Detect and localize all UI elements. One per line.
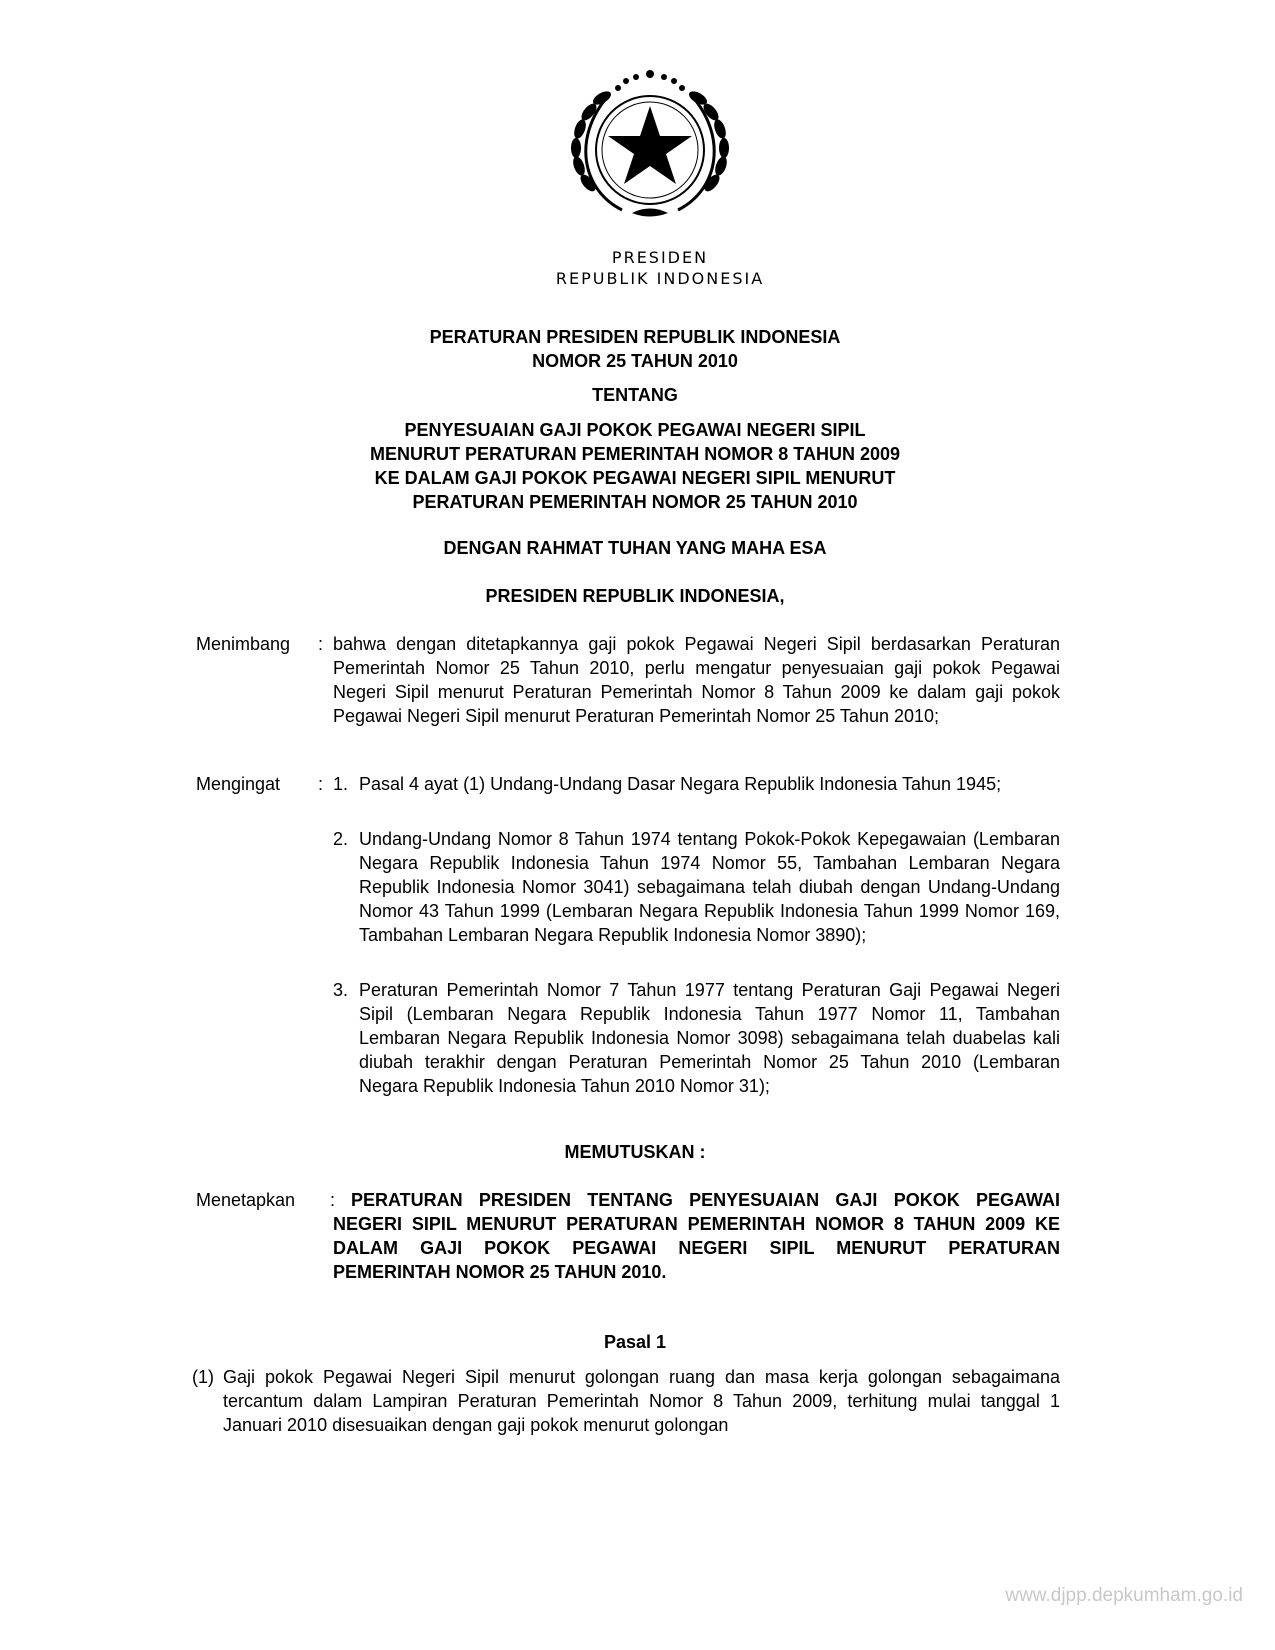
- considering-text: bahwa dengan ditetapkannya gaji pokok Pegawai Negeri Sipil berdasarkan Peraturan Pemerintah Nomor 25 Tahun 2010, perlu mengatur penyesuaian gaji pokok Pegawai Negeri Sipil menurut Peraturan Pemerintah Nomor 8 Tahun 2009 ke dalam gaji pokok Pegawai Negeri Sipil menurut Peraturan Pemerintah Nomor 25 Tahun 2010;: [333, 634, 1060, 726]
- decision-heading: MEMUTUSKAN :: [564, 1142, 706, 1162]
- observing-item-number: 1.: [333, 774, 349, 794]
- subject-line: KE DALAM GAJI POKOK PEGAWAI NEGERI SIPIL MENURUT: [374, 468, 896, 488]
- considering-colon: :: [318, 634, 324, 654]
- observing-colon: :: [318, 774, 324, 794]
- subject-line: PERATURAN PEMERINTAH NOMOR 25 TAHUN 2010: [412, 492, 858, 512]
- observing-item-text: Undang-Undang Nomor 8 Tahun 1974 tentang Pokok-Pokok Kepegawaian (Lembaran Negara Republik Indonesia Tahun 1974 Nomor 55, Tambahan Lembaran Negara Republik Indonesia Nomor 3041) sebagaimana telah diubah dengan Undang-Undang Nomor 43 Tahun 1999 (Lembaran Negara Republik Indonesia Tahun 1999 Nomor 169, Tambahan Lembaran Negara Republik Indonesia Nomor 3890);: [359, 829, 1060, 945]
- observing-item-text: Peraturan Pemerintah Nomor 7 Tahun 1977 tentang Peraturan Gaji Pegawai Negeri Sipil (Lembaran Negara Republik Indonesia Tahun 1977 Nomor 11, Tambahan Lembaran Negara Republik Indonesia Nomor 3098) sebagaimana telah duabelas kali diubah terakhir dengan Peraturan Pemerintah Nomor 25 Tahun 2010 (Lembaran Negara Republik Indonesia Tahun 2010 Nomor 31);: [359, 980, 1060, 1096]
- invocation: DENGAN RAHMAT TUHAN YANG MAHA ESA: [443, 538, 827, 558]
- decision-colon: :: [330, 1190, 336, 1210]
- observing-item-number: 3.: [333, 980, 349, 1000]
- decision-label: Menetapkan: [196, 1190, 296, 1210]
- observing-label: Mengingat: [196, 774, 281, 794]
- decision-text: PERATURAN PRESIDEN TENTANG PENYESUAIAN GAJI POKOK PEGAWAI NEGERI SIPIL MENURUT PERATURAN PEMERINTAH NOMOR 8 TAHUN 2009 KE DALAM GAJI POKOK PEGAWAI NEGERI SIPIL MENURUT PERATURAN PEMERINTAH NOMOR 25 TAHUN 2010.: [333, 1190, 1060, 1282]
- subject-line: MENURUT PERATURAN PEMERINTAH NOMOR 8 TAHUN 2009: [369, 444, 901, 464]
- subject-line: PENYESUAIAN GAJI POKOK PEGAWAI NEGERI SIPIL: [404, 420, 866, 440]
- observing-item-number: 2.: [333, 829, 349, 849]
- presidential-seal-emblem: [560, 68, 740, 228]
- observing-item-text: Pasal 4 ayat (1) Undang-Undang Dasar Negara Republik Indonesia Tahun 1945;: [359, 774, 1002, 794]
- authority: PRESIDEN REPUBLIK INDONESIA,: [485, 586, 785, 606]
- about-label: TENTANG: [592, 385, 678, 405]
- article-heading: Pasal 1: [603, 1332, 667, 1352]
- watermark-url: www.djpp.depkumham.go.id: [1005, 1585, 1243, 1606]
- clause-text: Gaji pokok Pegawai Negeri Sipil menurut golongan ruang dan masa kerja golongan sebagaimana tercantum dalam Lampiran Peraturan Pemerintah Nomor 8 Tahun 2009, terhitung mulai tanggal 1 Januari 2010 disesuaikan dengan gaji pokok menurut golongan: [223, 1367, 1060, 1435]
- regulation-number: NOMOR 25 TAHUN 2010: [532, 351, 738, 371]
- regulation-title: PERATURAN PRESIDEN REPUBLIK INDONESIA: [429, 327, 841, 347]
- considering-label: Menimbang: [196, 634, 291, 654]
- clause-number: (1): [192, 1367, 214, 1387]
- seal-title-line2: REPUBLIK INDONESIA: [555, 269, 765, 288]
- seal-caption: [500, 247, 820, 289]
- seal-title-line1: PRESIDEN: [611, 248, 709, 267]
